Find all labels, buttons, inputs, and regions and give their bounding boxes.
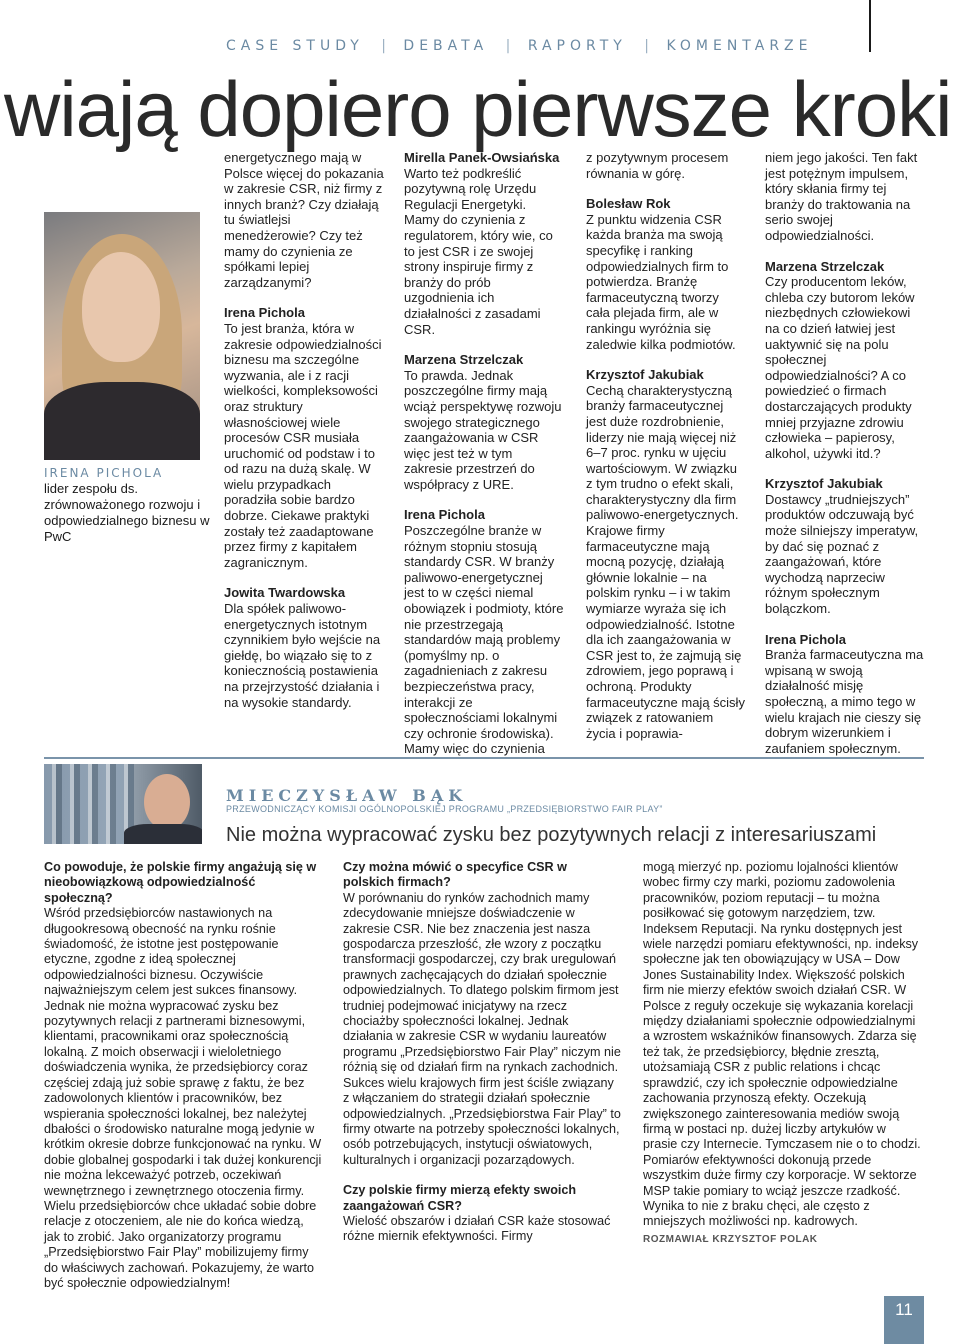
paragraph: Dostawcy „trudniejszych” produktów odczuwają być może silniejszy imperatyw, by dać się poznać z zaangażowań, które wychodzą naprzeciw różnym społecznym bolączkom. [765, 491, 919, 617]
text-column-3 [586, 150, 746, 741]
interviewee-name: MIECZYSŁAW BĄK [226, 786, 468, 805]
nav-item-raporty[interactable]: RAPORTY [527, 38, 627, 54]
nav-separator: | [505, 38, 511, 54]
nav-item-case-study[interactable]: CASE STUDY [226, 38, 364, 54]
interview-question: Co powoduje, że polskie firmy angażują się w nieobowiązkową odpowiedzialność społeczną? [44, 860, 317, 905]
paragraph: Poszczególne branże w różnym stopniu stosują standardy CSR. W branży paliwowo-energetycznej jest to w części niemal obowiązek i podmioty, które nie przestrzegają standardów mają problemy (pomyślmy np. o zagadnieniach z zakresu bezpieczeństwa pracy, interakcji ze społecznościami lokalnymi czy ochronie środowiska). Mamy więc do czynienia [404, 523, 564, 757]
interviewee-photo [44, 764, 202, 844]
interview-answer: W porównaniu do rynków zachodnich mamy zdecydowanie mniejsze doświadczenie w zakresie CSR. Nie bez znaczenia jest nasza gospodarcza przeszłość, złe wzory z początku transformacji gospodarczej, czy brak uregulowań prawnych zachęcających do działań społecznie odpowiedzialnych. To dlatego polskim firmom jest trudniej podejmować inicjatywy na rzecz chociażby społeczności lokalnej. Jednak działania w zakresie CSR w wydaniu laureatów programu „Przedsiębiorstwo Fair Play” niczym nie różnią się od działań firm na rynkach zachodnich. Sukces wielu krajowych firm jest ściśle związany z włączaniem do strategii działań społecznie odpowiedzialnych. „Przedsiębiorstwa Fair Play” to firmy otwarte na potrzeby społeczności lokalnych, osób potrzebujących, instytucji oświatowych, kulturalnych i organizacji pozarządowych. [343, 890, 621, 1167]
nav-separator: | [381, 38, 386, 54]
text-column-4 [765, 150, 925, 756]
interview-column-3 [643, 860, 921, 1247]
paragraph: Cechą charakterystyczną branży farmaceutycznej jest duże rozdrobnienie, liderzy nie mają więcej niż 6–7 proc. rynku w ujęciu wartościowym. W związku z tym trudno o efekt skali, charakterystyczny dla firm paliwowo-energetycznych. Krajowe firmy farmaceutyczne mają mocną pozycję, działają głównie lokalnie – na polskim rynku – i w takim wymiarze wyraża się ich odpowiedzialność. Istotne dla ich zaangażowania w CSR jest to, że zajmują się zdrowiem, jego poprawą i ochroną. Produkty farmaceutyczne mają ścisły związek z ratowaniem życia i poprawia- [586, 382, 745, 741]
portrait-photo [44, 212, 200, 460]
speaker-name: Irena Pichola [765, 631, 846, 647]
speaker-name: Krzysztof Jakubiak [586, 367, 704, 383]
paragraph: Czy producentom leków, chleba czy butorom leków niezbędnych człowiekowi na co dzień łatwiej jest uaktywnić się na polu społecznej odpowiedzialności? A co powiedzieć o firmach dostarczających produkty mniej przyjazne zdrowiu człowieka – papierosy, alkohol, używki itd.? [765, 274, 915, 461]
speaker-name: Jowita Twardowska [224, 585, 346, 601]
speaker-name: Bolesław Rok [586, 196, 671, 212]
interview-column-2 [343, 860, 621, 1245]
speaker-name: Marzena Strzelczak [765, 258, 885, 274]
text-column-2 [404, 150, 564, 757]
nav-item-komentarze[interactable]: KOMENTARZE [666, 38, 813, 54]
interview-answer: Wielość obszarów i działań CSR każe stosować różne miernik efektywności. Firmy [343, 1213, 611, 1244]
paragraph: z pozytywnym procesem równania w górę. [586, 150, 729, 181]
section-nav [226, 38, 813, 54]
paragraph: energetycznego mają w Polsce więcej do pokazania w zakresie CSR, niż firmy z innych branż? Czy działają tu światlejsi menedżerowie? Czy też mamy do czynienia ze spółkami lepiej zarządzanymi? [224, 150, 384, 290]
interviewee-role: PRZEWODNICZĄCY KOMISJI OGÓLNOPOLSKIEJ PROGRAMU „PRZEDSIĘBIORSTWO FAIR PLAY” [226, 804, 663, 814]
interview-question: Czy można mówić o specyfice CSR w polskich firmach? [343, 860, 567, 890]
interview-column-1 [44, 860, 322, 1291]
paragraph: Warto też podkreślić pozytywną rolę Urzędu Regulacji Energetyki. Mamy do czynienia z regulatorem, który wie, co to jest CSR i ze swojej strony inspiruje firmy z branży do prób uzgodnienia ich działalności z zasadami CSR. [404, 165, 553, 337]
speaker-name: Krzysztof Jakubiak [765, 476, 883, 492]
caption-name: IRENA PICHOLA [44, 466, 164, 480]
interview-question: Czy polskie firmy mierzą efekty swoich zaangażowań CSR? [343, 1183, 577, 1213]
interview-title: Nie można wypracować zysku bez pozytywnych relacji z interesariuszami [226, 824, 877, 846]
photo-caption [44, 465, 214, 545]
paragraph: niem jego jakości. Ten fakt jest potężnym impulsem, który skłania firmy tej branży do traktowania na serio swojej odpowiedzialności. [765, 150, 918, 243]
nav-separator: | [644, 38, 649, 54]
article-headline: wiają dopiero pierwsze kroki [4, 65, 952, 153]
paragraph: To prawda. Jednak poszczególne firmy mają wciąż perspektywę rozwoju swojego strategicznego zaangażowania w CSR więc jest też w tym zakresie przestrzeń do współpracy z URE. [404, 367, 562, 492]
paragraph: Branża farmaceutyczna ma wpisaną w swoją działalność misję społeczną, a mimo tego w wielu krajach nie cieszy się dobrym wizerunkiem i zaufaniem społecznym. [765, 647, 924, 756]
page-number: 11 [884, 1296, 924, 1344]
interview-answer: mogą mierzyć np. poziomu lojalności klientów wobec firmy czy marki, poziomu zadowolenia pracowników, poziom reputacji – tu można posiłkować się gotowym narzędziem, tzw. Indeksem Reputacji. Na rynku dostępnych jest wiele narzędzi pomiaru efektywności, np. indeksy społeczne jak ten obowiązujący w USA – Dow Jones Sustainability Index. Większość polskich firm nie mierzy efektów swoich działań CSR. W Polsce z reguły oczekuje się wykazania korelacji między działaniami społecznie odpowiedzialnymi a wzrostem wskaźników finansowych. Zdarza się też tak, że przedsiębiorcy, błędnie zresztą, utożsamiają CSR z public relations i chcąc sprawdzić, czy ich społecznie odpowiedzialne zachowania przynoszą efekty. Oczekują zwiększonego zainteresowania mediów swoją firmą w postaci np. dużej liczby artykułów w prasie czy Internecie. Tymczasem nie o to chodzi. Pomiarów efektywności dokonują przede wszystkim duże firmy czy korporacje. W sektorze MSP takie pomiary to wciąż jeszcze rzadkość. Wynika to nie z braku chęci, ale często z mniejszych możliwości np. kadrowych. [643, 860, 921, 1229]
speaker-name: Marzena Strzelczak [404, 352, 524, 368]
interview-answer: Wśród przedsiębiorców nastawionych na długookresową obecność na rynku rośnie świadomość, że istotne jest postępowanie etyczne, zgodne z ideą społecznej odpowiedzialności biznesu. Oczywiście najważniejszym celem jest sukces finansowy. Jednak nie można wypracować zysku bez pozytywnych relacji z partnerami biznesowymi, klientami, pracownikami oraz społecznością lokalną. Z moich obserwacji i wieloletniego doświadczenia wynika, że przedsiębiorcy coraz częściej zdają już sobie sprawę z faktu, że bez zadowolonych klientów i pracowników, bez wspierania społeczności lokalnej, bez należytej dbałości o środowisko naturalne mogą jedynie w krótkim okresie dobrze funkcjonować na rynku. W dobie globalnej gospodarki i tak dużej konkurencji nie można lekceważyć potrzeb, oczekiwań wewnętrznego i zewnętrznego otoczenia firmy. Wielu przedsiębiorców chce układać sobie dobre relacje z otoczeniem, ale nie do końca wiedzą, jak to zrobić. Jako organizatorzy programu „Przedsiębiorstwo Fair Play” mobilizujemy firmy do właściwych zachowań. Pokazujemy, że warto być społecznie odpowiedzialnym! [44, 906, 322, 1290]
caption-text: lider zespołu ds. zrównoważonego rozwoju i odpowiedzialnego biznesu w PwC [44, 481, 210, 544]
byline: ROZMAWIAŁ KRZYSZTOF POLAK [643, 1233, 818, 1245]
paragraph: Z punktu widzenia CSR każda branża ma swoją specyfikę i ranking odpowiedzialnych firm to potwierdza. Branżę farmaceutyczną tworzy cała plejada firm, ale w rankingu wyróżnia się zaledwie kilka podmiotów. [586, 211, 736, 352]
section-divider [44, 757, 924, 759]
speaker-name: Irena Pichola [224, 305, 305, 321]
speaker-name: Mirella Panek-Owsiańska [404, 150, 560, 165]
vertical-rule [869, 0, 871, 52]
paragraph: Dla spółek paliwowo-energetycznych istotnym czynnikiem było wejście na giełdę, bo wiązało się to z koniecznością postawienia na przejrzystość działania i na wysokie standardy. [224, 601, 381, 710]
speaker-name: Irena Pichola [404, 507, 485, 523]
text-column-1 [224, 150, 384, 710]
paragraph: To jest branża, która w zakresie odpowiedzialności biznesu ma szczególne wyzwania, ale i z racji wielkości, kompleksowości oraz struktury własnościowej wiele procesów CSR musiała uruchomić od podstaw i to od razu na dużą skalę. W wielu przypadkach poradziła sobie bardzo dobrze. Ciekawe praktyki zostały też zaadaptowane przez firmy z kapitałem zagranicznym. [224, 320, 382, 570]
nav-item-debata[interactable]: DEBATA [403, 38, 489, 54]
